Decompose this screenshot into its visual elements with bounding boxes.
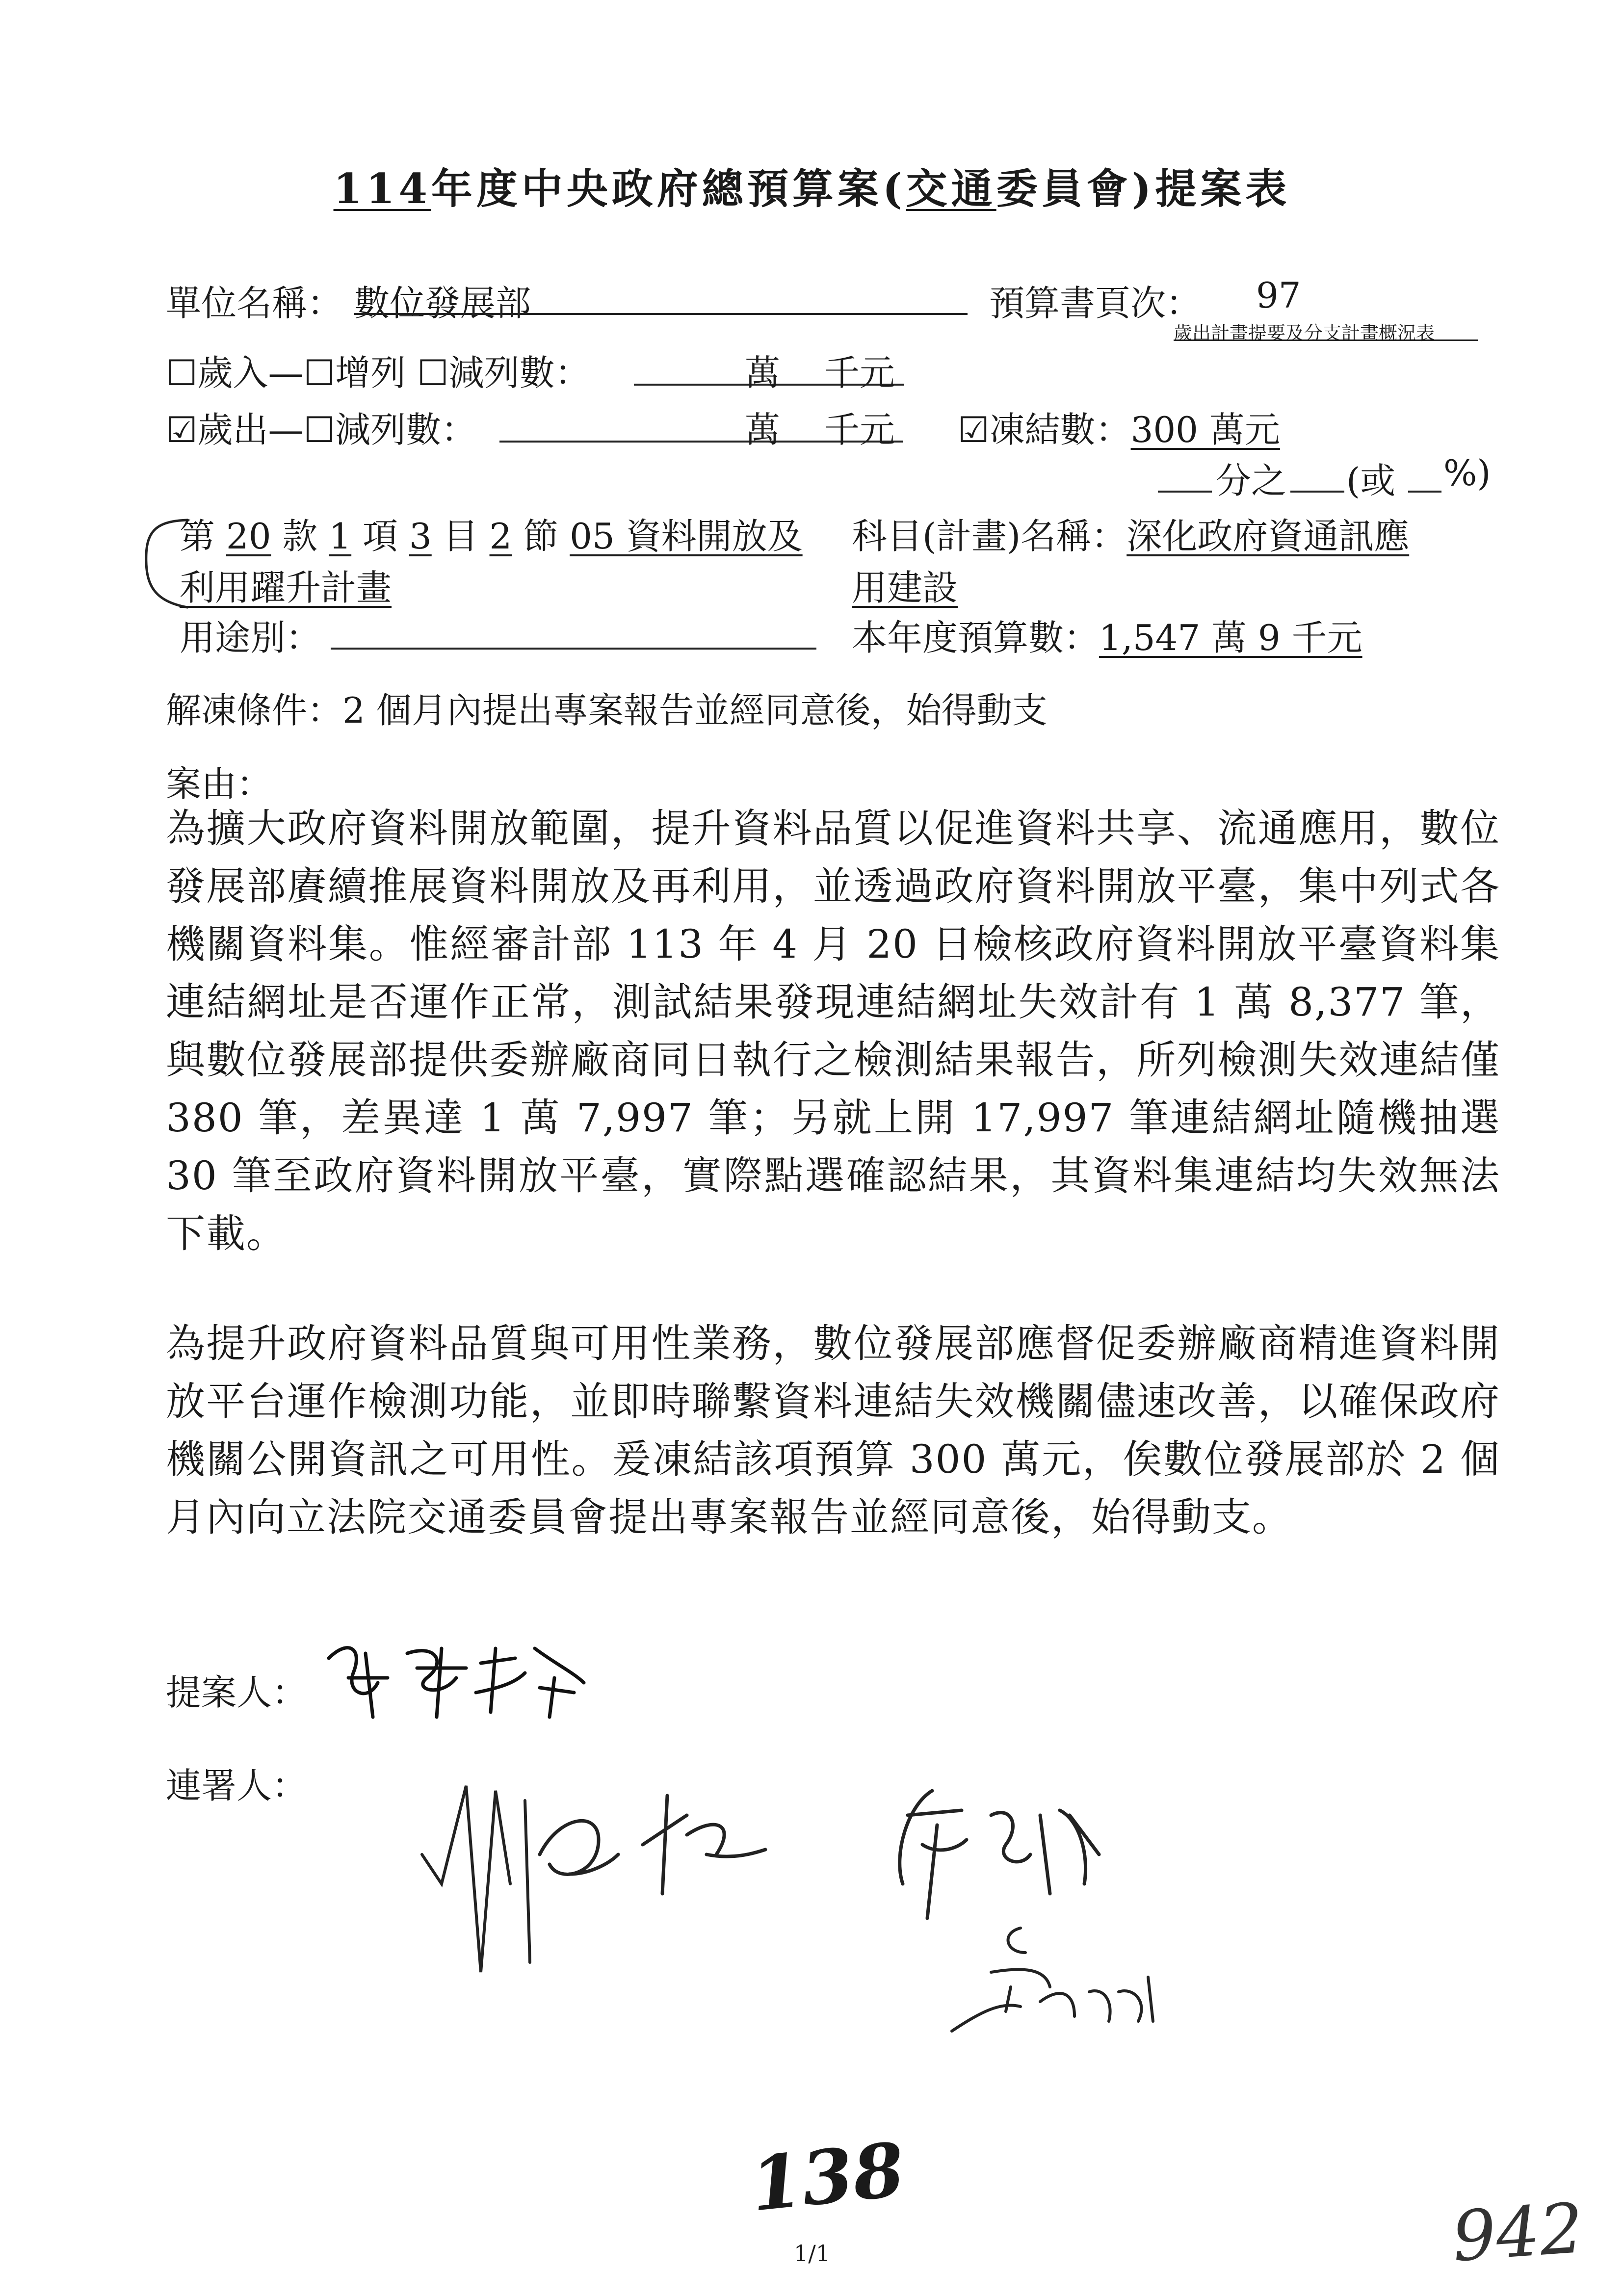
increase-label: 增列 xyxy=(335,352,406,393)
section-line-1 xyxy=(180,508,803,559)
annual-budget xyxy=(852,609,1362,660)
checkbox-expense-decrease[interactable]: ☐ xyxy=(303,409,336,450)
section-xiang-num: 1 xyxy=(329,516,352,557)
title-suffix: 委員會)提案表 xyxy=(996,164,1291,213)
section-mu-num: 3 xyxy=(409,516,432,557)
section-kuan: 款 xyxy=(282,516,318,557)
page-title xyxy=(0,156,1624,215)
fraction-blank-3 xyxy=(1408,491,1441,493)
section-line-2 xyxy=(180,559,392,610)
title-prefix: 年度中央政府總預算案( xyxy=(431,164,906,213)
fraction-blank-1 xyxy=(1158,491,1212,493)
corner-number: 942 xyxy=(1449,2188,1586,2278)
handwritten-number: 138 xyxy=(746,2126,909,2228)
page-number: 1/1 xyxy=(793,2240,831,2267)
proposer-signature xyxy=(319,1619,594,1732)
fraction-blank-2 xyxy=(1290,491,1344,493)
checkbox-expense[interactable]: ☑ xyxy=(166,409,198,450)
unit-label: 單位名稱： xyxy=(166,283,343,324)
freeze-group xyxy=(958,401,1280,452)
cosigner-label: 連署人： xyxy=(166,1765,308,1806)
section-plan-name: 05 資料開放及 xyxy=(570,516,803,557)
section-plan-line2: 利用躍升計畫 xyxy=(180,567,392,608)
expense-row xyxy=(166,401,476,452)
fraction-part3: %) xyxy=(1443,452,1491,494)
section-mu: 目 xyxy=(443,516,478,557)
reason-label: 案由： xyxy=(166,763,272,805)
checkbox-freeze[interactable]: ☑ xyxy=(958,409,990,450)
budget-page-note-underline xyxy=(1174,339,1478,341)
usage-label: 用途別： xyxy=(180,617,321,658)
fraction-part2: (或 xyxy=(1346,460,1396,501)
fraction-part1: 分之 xyxy=(1216,460,1287,501)
budget-page-value: 97 xyxy=(1256,275,1301,316)
section-jie-num: 2 xyxy=(489,516,512,557)
section-xiang: 項 xyxy=(363,516,398,557)
title-year: 114 xyxy=(333,164,431,213)
subject-label: 科目(計畫)名稱： xyxy=(852,516,1127,557)
expense-decrease-label: 減列數： xyxy=(335,409,477,450)
subject-value-2: 用建設 xyxy=(852,567,958,608)
title-committee: 交通 xyxy=(906,164,996,213)
annual-budget-label: 本年度預算數： xyxy=(852,617,1100,658)
subject-value-1: 深化政府資通訊應 xyxy=(1126,516,1410,557)
freeze-label: 凍結數： xyxy=(989,409,1131,450)
decrease-label: 減列數： xyxy=(448,352,590,393)
section-kuan-num: 20 xyxy=(226,516,271,557)
checkbox-decrease[interactable]: ☐ xyxy=(417,352,449,393)
revenue-row xyxy=(166,344,590,395)
section-jie: 節 xyxy=(523,516,559,557)
unit-underline xyxy=(354,313,968,315)
checkbox-increase[interactable]: ☐ xyxy=(303,352,336,393)
reason-paragraph-2: 為提升政府資料品質與可用性業務，數位發展部應督促委辦廠商精進資料開放平台運作檢測功能，並即時聯繫資料連結失效機關儘速改善，以確保政府機關公開資訊之可用性。爰凍結該項預算 300 萬元，俟數位發展部於 2 個月內向立法院交通委員會提出專案報告並經同意後，始得動支。 xyxy=(166,1321,1500,1540)
unit-value: 數位發展部 xyxy=(354,283,531,324)
usage-line xyxy=(331,648,816,650)
checkbox-revenue[interactable]: ☐ xyxy=(166,352,198,393)
subject-line-2 xyxy=(852,559,958,610)
subject-line-1 xyxy=(852,508,1409,559)
cosigner-signatures xyxy=(412,1756,1246,2198)
section-di: 第 xyxy=(180,516,215,557)
annual-budget-value: 1,547 萬 9 千元 xyxy=(1099,617,1362,658)
expense-label: 歲出— xyxy=(197,409,304,450)
revenue-label: 歲入— xyxy=(197,352,304,393)
budget-page-label: 預算書頁次： xyxy=(989,283,1202,324)
expense-qian: 千元 xyxy=(824,409,895,450)
revenue-qian: 千元 xyxy=(824,352,895,393)
reason-paragraph-1: 為擴大政府資料開放範圍，提升資料品質以促進資料共享、流通應用，數位發展部賡續推展資料開放及再利用，並透過政府資料開放平臺，集中列式各機關資料集。惟經審計部 113 年 4 月 20 日檢核政府資料開放平臺資料集連結網址是否運作正常，測試結果發現連結網址失效計有 1 萬 8,377 筆，與數位發展部提供委辦廠商同日執行之檢測結果報告，所列檢測失效連結僅 380 筆，差異達 1 萬 7,997 筆；另就上開 17,997 筆連結網址隨機抽選 30 筆至政府資料開放平臺，實際點選確認結果，其資料集連結均失效無法下載。 xyxy=(166,806,1500,1256)
proposer-label: 提案人： xyxy=(166,1672,308,1713)
freeze-value: 300 萬元 xyxy=(1130,409,1280,450)
budget-page-note: 歲出計畫提要及分支計畫概況表 xyxy=(1174,322,1435,344)
revenue-wan: 萬 xyxy=(745,352,781,393)
expense-wan: 萬 xyxy=(745,409,781,450)
unfreeze-condition: 解凍條件：2 個月內提出專案報告並經同意後，始得動支 xyxy=(166,690,1048,731)
